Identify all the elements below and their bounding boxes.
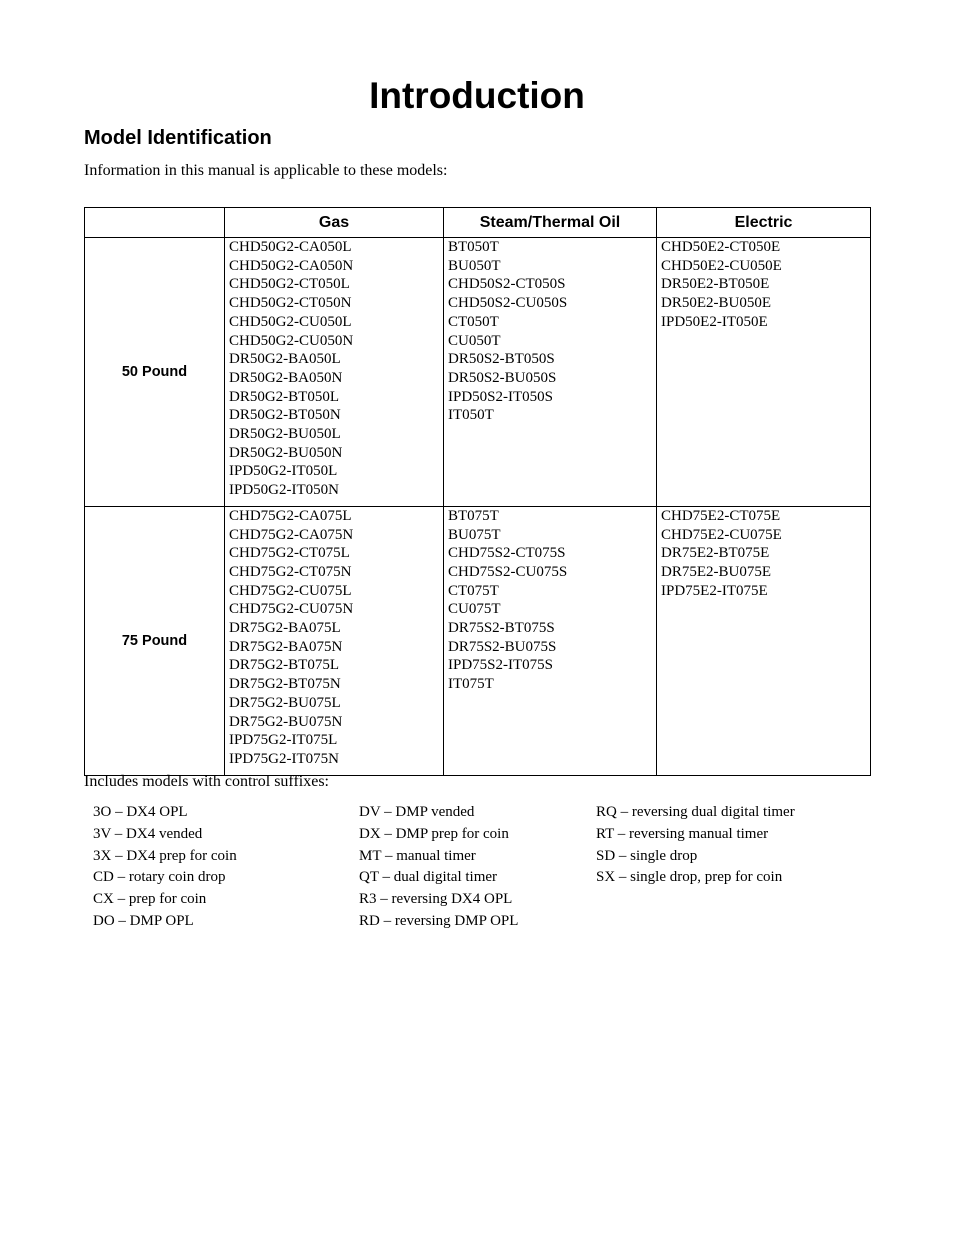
model-number: CHD75G2-CA075N (229, 526, 354, 543)
gas-models-cell (225, 506, 444, 775)
model-number: DR50E2-BT050E (661, 276, 770, 293)
model-number: CHD75S2-CT075S (448, 545, 566, 562)
suffix-item: DO – DMP OPL (93, 912, 194, 929)
electric-models-cell (657, 238, 871, 507)
suffix-item: QT – dual digital timer (359, 869, 498, 886)
model-number: CHD75G2-CA075L (229, 507, 352, 524)
model-number: IPD75E2-IT075E (661, 582, 768, 599)
table-row (85, 238, 871, 507)
suffix-item: MT – manual timer (359, 847, 476, 864)
suffix-item: RD – reversing DMP OPL (359, 912, 519, 929)
header-electric: Electric (657, 208, 871, 238)
suffix-item: RQ – reversing dual digital timer (596, 804, 795, 820)
model-number: CT050T (448, 313, 499, 330)
header-gas: Gas (225, 208, 444, 238)
model-number: CHD50S2-CT050S (448, 276, 566, 293)
model-number: IT050T (448, 407, 494, 424)
model-number: IPD50E2-IT050E (661, 313, 768, 330)
gas-models-cell (225, 238, 444, 507)
intro-text: Information in this manual is applicable to these models: (84, 162, 448, 179)
model-number: DR75G2-BA075N (229, 638, 343, 655)
model-number: DR75G2-BT075N (229, 676, 341, 693)
model-number: DR50G2-BU050L (229, 426, 341, 443)
model-number: DR50G2-BA050L (229, 351, 341, 368)
model-number: CHD75G2-CU075L (229, 582, 352, 599)
model-number: CHD50G2-CA050N (229, 257, 354, 274)
model-number: DR75G2-BT075L (229, 657, 339, 674)
electric-models-cell (657, 506, 871, 775)
model-number: DR75G2-BA075L (229, 620, 341, 637)
model-number: CHD50S2-CU050S (448, 295, 568, 312)
model-number: IPD75G2-IT075N (229, 750, 339, 767)
suffix-item: 3V – DX4 vended (93, 825, 203, 842)
row-label-50-pound: 50 Pound (85, 238, 225, 507)
table-row (85, 506, 871, 775)
suffix-item: 3O – DX4 OPL (93, 804, 188, 820)
model-number: BT075T (448, 507, 499, 524)
model-number: IPD75S2-IT075S (448, 657, 554, 674)
suffix-item: DX – DMP prep for coin (359, 825, 509, 842)
header-steam-thermal-oil: Steam/Thermal Oil (444, 208, 657, 238)
suffix-item: CD – rotary coin drop (93, 869, 226, 886)
model-number: DR75E2-BU075E (661, 563, 771, 580)
model-number: CHD75S2-CU075S (448, 563, 568, 580)
steam-models-cell (444, 238, 657, 507)
suffix-column-3 (596, 802, 795, 889)
model-number: CU075T (448, 601, 501, 618)
model-number: CHD50E2-CT050E (661, 239, 781, 255)
model-number: DR50G2-BT050N (229, 407, 341, 424)
table-header-row (85, 208, 871, 238)
suffix-column-2 (359, 802, 518, 933)
model-number: DR75E2-BT075E (661, 545, 770, 562)
model-number: BU050T (448, 257, 501, 274)
suffix-item: DV – DMP vended (359, 804, 475, 820)
model-number: DR75G2-BU075N (229, 713, 343, 730)
header-blank (85, 208, 225, 238)
suffix-item: 3X – DX4 prep for coin (93, 847, 237, 864)
model-number: IPD50G2-IT050L (229, 463, 338, 480)
page-title: Introduction (369, 75, 585, 116)
model-number: CHD50G2-CU050N (229, 332, 354, 349)
suffix-item: R3 – reversing DX4 OPL (359, 891, 513, 908)
model-number: DR75S2-BT075S (448, 620, 555, 637)
suffix-column-1 (93, 802, 237, 933)
model-number: DR50S2-BU050S (448, 369, 557, 386)
model-number: CHD50G2-CT050L (229, 276, 350, 293)
suffix-item: SX – single drop, prep for coin (596, 869, 783, 886)
model-number: IT075T (448, 676, 494, 693)
steam-models-cell (444, 506, 657, 775)
model-number: DR50S2-BT050S (448, 351, 555, 368)
model-number: CHD75G2-CU075N (229, 601, 354, 618)
suffix-intro: Includes models with control suffixes: (84, 773, 329, 790)
model-number: CHD75E2-CT075E (661, 507, 781, 524)
suffix-item: RT – reversing manual timer (596, 825, 769, 842)
model-number: CHD50E2-CU050E (661, 257, 782, 274)
model-table (84, 207, 871, 776)
model-number: IPD50S2-IT050S (448, 388, 554, 405)
suffix-item: CX – prep for coin (93, 891, 207, 908)
model-number: DR75G2-BU075L (229, 694, 341, 711)
model-number: IPD75G2-IT075L (229, 732, 338, 749)
model-number: IPD50G2-IT050N (229, 482, 339, 499)
model-number: DR50G2-BA050N (229, 369, 343, 386)
model-number: DR50G2-BT050L (229, 388, 339, 405)
model-number: BT050T (448, 239, 499, 255)
model-number: CHD75G2-CT075L (229, 545, 350, 562)
model-number: CT075T (448, 582, 499, 599)
model-number: CU050T (448, 332, 501, 349)
model-number: CHD75E2-CU075E (661, 526, 782, 543)
model-number: DR75S2-BU075S (448, 638, 557, 655)
model-number: DR50G2-BU050N (229, 444, 343, 461)
model-number: DR50E2-BU050E (661, 295, 771, 312)
row-label-75-pound: 75 Pound (85, 506, 225, 775)
model-number: CHD50G2-CT050N (229, 295, 352, 312)
model-number: CHD50G2-CU050L (229, 313, 352, 330)
section-heading: Model Identification (84, 127, 272, 149)
model-number: CHD75G2-CT075N (229, 563, 352, 580)
suffix-item: SD – single drop (596, 847, 698, 864)
model-number: CHD50G2-CA050L (229, 239, 352, 255)
model-number: BU075T (448, 526, 501, 543)
